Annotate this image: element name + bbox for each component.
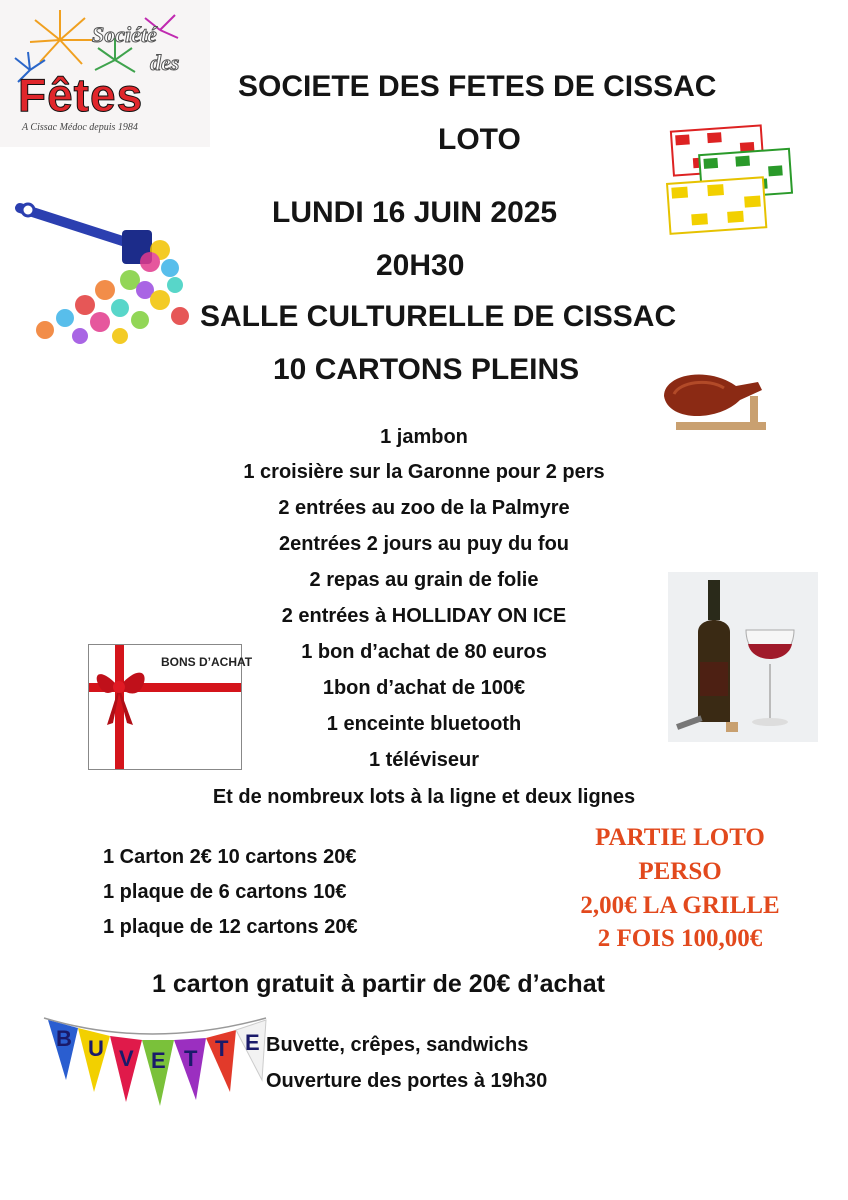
voucher-label: BONS D’ACHAT — [161, 655, 253, 669]
perso-line: PARTIE LOTO — [595, 824, 765, 851]
bingo-chips-icon — [10, 190, 200, 350]
prize-item: 2 entrées au zoo de la Palmyre — [278, 497, 570, 519]
prize-item: 2 repas au grain de folie — [309, 569, 539, 591]
perso-line: 2,00€ LA GRILLE — [580, 892, 780, 919]
bunting-letter: E — [245, 1030, 260, 1055]
price-line: 1 plaque de 12 cartons 20€ — [103, 916, 358, 938]
prize-item: 2entrées 2 jours au puy du fou — [278, 533, 570, 555]
wine-photo — [668, 572, 818, 742]
prize-item: 2 entrées à HOLLIDAY ON ICE — [281, 605, 567, 627]
wine-bottle-glass-icon — [668, 572, 818, 742]
bunting-letter: T — [184, 1046, 198, 1071]
event-time: 20H30 — [376, 249, 465, 282]
bunting-letter: B — [56, 1026, 72, 1051]
footer-doors-open: Ouverture des portes à 19h30 — [266, 1070, 548, 1092]
logo-signature: A Cissac Médoc depuis 1984 — [22, 122, 138, 133]
event-date: LUNDI 16 JUIN 2025 — [272, 196, 558, 229]
bingo-cards-icon — [665, 120, 795, 240]
event-venue: SALLE CULTURELLE DE CISSAC — [200, 300, 677, 333]
page-subtitle: LOTO — [438, 123, 521, 156]
bunting-letter: E — [151, 1048, 166, 1073]
price-line: 1 plaque de 6 cartons 10€ — [103, 881, 347, 903]
voucher-card — [88, 644, 253, 770]
prize-item: Et de nombreux lots à la ligne et deux lignes — [212, 786, 636, 808]
free-offer: 1 carton gratuit à partir de 20€ d’achat — [152, 970, 605, 998]
perso-line: 2 FOIS 100,00€ — [597, 925, 763, 952]
prize-item: 1 enceinte bluetooth — [326, 713, 522, 735]
prize-item: 1 téléviseur — [368, 749, 480, 771]
prize-item: 1 jambon — [380, 426, 468, 448]
bunting-letter: T — [215, 1036, 229, 1061]
price-line: 1 Carton 2€ 10 cartons 20€ — [103, 846, 357, 868]
footer-refreshments: Buvette, crêpes, sandwichs — [266, 1034, 529, 1056]
logo-line1: Société — [92, 22, 157, 47]
logo-line3: Fêtes — [18, 69, 144, 121]
perso-line: PERSO — [638, 858, 722, 885]
logo-line2: des — [150, 50, 180, 75]
logo — [0, 0, 210, 147]
event-cartons: 10 CARTONS PLEINS — [273, 353, 580, 386]
bunting-letter: V — [119, 1046, 134, 1071]
prize-item: 1bon d’achat de 100€ — [322, 677, 526, 699]
prize-item: 1 croisière sur la Garonne pour 2 pers — [243, 461, 605, 483]
page-title: SOCIETE DES FETES DE CISSAC — [238, 70, 717, 103]
bunting-letter: U — [88, 1036, 104, 1061]
prize-item: 1 bon d’achat de 80 euros — [301, 641, 547, 663]
